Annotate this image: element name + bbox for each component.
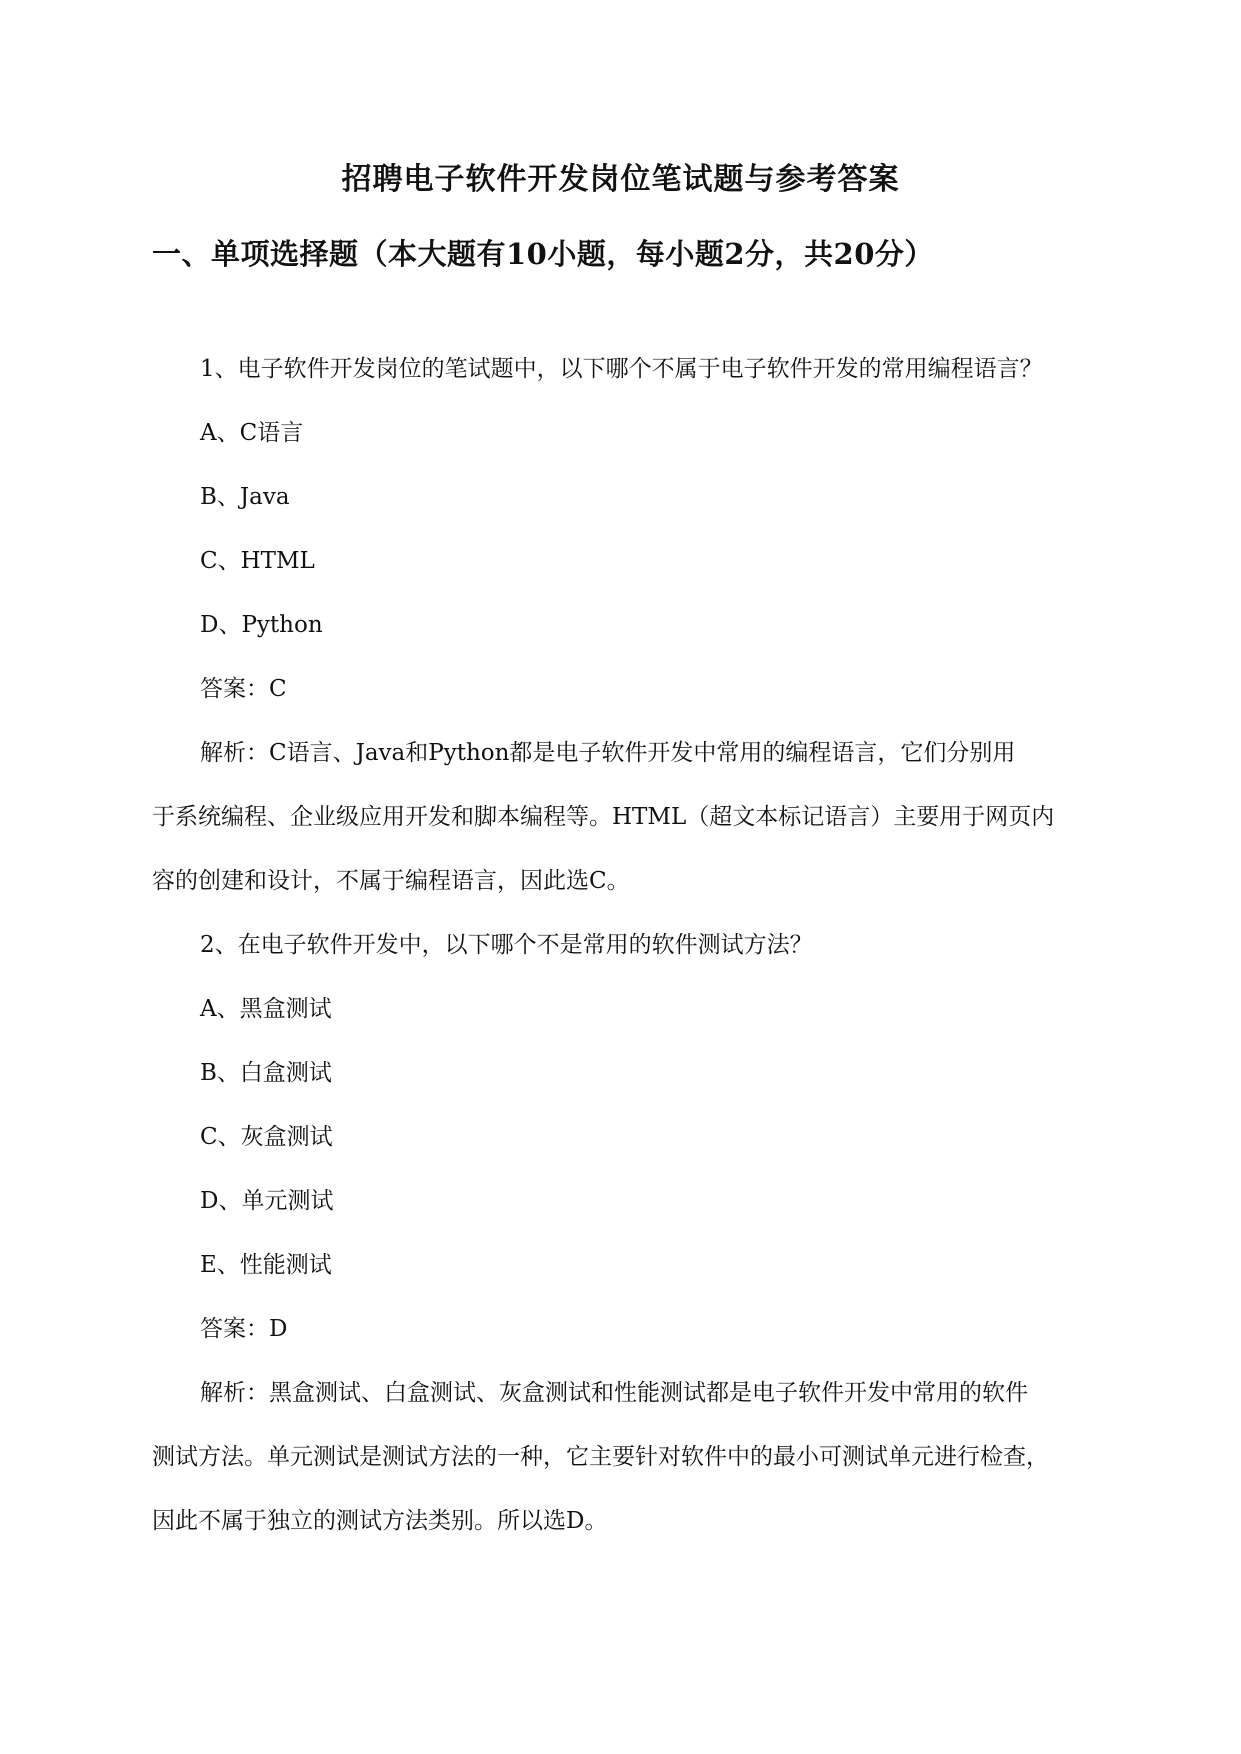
question-1-answer: 答案：C <box>200 676 287 702</box>
question-1-explanation-line-1: 解析：C语言、Java和Python都是电子软件开发中常用的编程语言，它们分别用 <box>200 740 1016 766</box>
question-1-option-d: D、Python <box>200 612 323 638</box>
question-1-option-b: B、Java <box>200 484 290 510</box>
question-2-answer: 答案：D <box>200 1316 288 1342</box>
question-1-explanation-line-2: 于系统编程、企业级应用开发和脚本编程等。HTML（超文本标记语言）主要用于网页内 <box>152 804 1055 830</box>
question-2-text: 2、在电子软件开发中，以下哪个不是常用的软件测试方法？ <box>200 932 813 958</box>
question-2-option-e: E、性能测试 <box>200 1252 332 1278</box>
question-1-explanation-line-3: 容的创建和设计，不属于编程语言，因此选C。 <box>152 868 630 894</box>
document-title: 招聘电子软件开发岗位笔试题与参考答案 <box>341 162 900 197</box>
question-1-option-c: C、HTML <box>200 548 315 574</box>
question-2-explanation-line-2: 测试方法。单元测试是测试方法的一种，它主要针对软件中的最小可测试单元进行检查， <box>152 1444 1049 1470</box>
question-2-option-b: B、白盒测试 <box>200 1060 332 1086</box>
section-heading: 一、单项选择题（本大题有10小题，每小题2分，共20分） <box>152 237 934 271</box>
question-2-explanation-line-3: 因此不属于独立的测试方法类别。所以选D。 <box>152 1508 608 1534</box>
question-2-option-d: D、单元测试 <box>200 1188 334 1214</box>
question-1-text: 1、电子软件开发岗位的笔试题中，以下哪个不属于电子软件开发的常用编程语言？ <box>200 356 1043 382</box>
question-2-explanation-line-1: 解析：黑盒测试、白盒测试、灰盒测试和性能测试都是电子软件开发中常用的软件 <box>200 1380 1028 1406</box>
question-2-option-c: C、灰盒测试 <box>200 1124 333 1150</box>
question-1-option-a: A、C语言 <box>200 420 304 446</box>
question-2-option-a: A、黑盒测试 <box>200 996 332 1022</box>
